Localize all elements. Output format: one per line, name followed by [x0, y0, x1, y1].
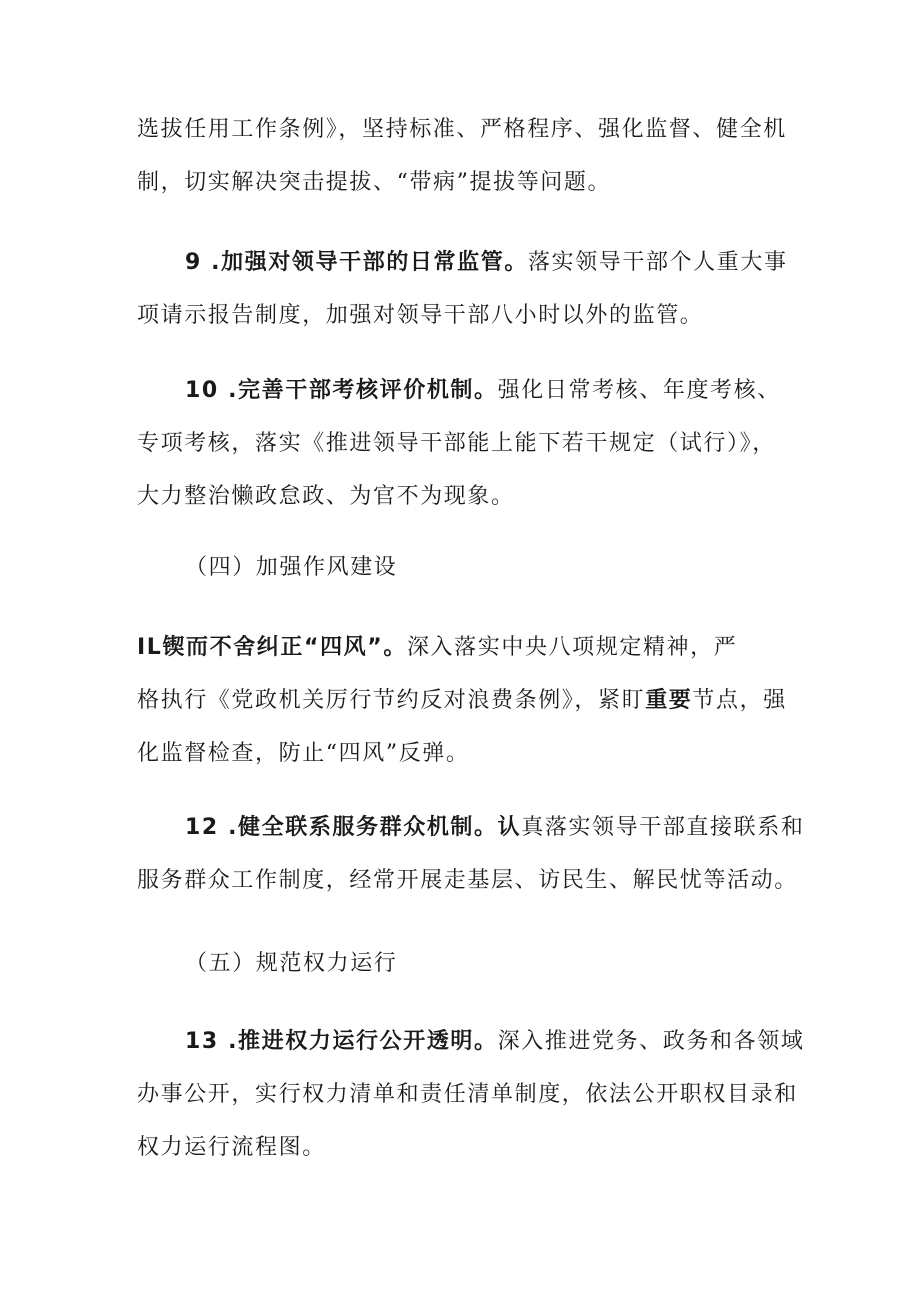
item-title: IL锲而不舍纠正“四风”。 [137, 635, 407, 660]
item-body: 落实领导干部个人重大事 [527, 250, 788, 275]
text-segment: 格执行《党政机关厉行节约反对浪费条例》，紧盯 [137, 688, 646, 713]
text-line: 选拔任用工作条例》，坚持标准、严格程序、强化监督、健全机 [137, 117, 787, 142]
text-line: 制，切实解决突击提拔、“带病”提拔等问题。 [137, 170, 612, 195]
item-body: 深入落实中央八项规定精神，严 [406, 635, 738, 660]
text-line [137, 364, 797, 417]
item-title: 10 .完善干部考核评价机制。 [185, 378, 498, 403]
paragraph-item-12 [137, 801, 805, 907]
text-line: 项请示报告制度，加强对领导干部八小时以外的监管。 [137, 303, 704, 328]
text-line: 大力整治懒政怠政、为官不为现象。 [137, 484, 515, 509]
item-body: 真落实领导干部直接联系和 [521, 815, 805, 840]
text-line: 化监督检查，防止“四风”反弹。 [137, 741, 470, 766]
item-body: 强化日常考核、年度考核、 [497, 378, 781, 403]
text-line [137, 674, 797, 727]
item-title: 9 .加强对领导干部的日常监管。 [185, 250, 528, 275]
item-title: 12 .健全联系服务群众机制。认 [185, 815, 522, 840]
paragraph-item-13 [137, 1015, 805, 1174]
section-heading-4: （四）加强作风建设 [185, 555, 398, 580]
item-body: 深入推进党务、政务和各领域 [497, 1029, 805, 1054]
text-line: 权力运行流程图。 [137, 1135, 326, 1160]
text-line [137, 236, 797, 289]
section-heading-5: （五）规范权力运行 [185, 951, 398, 976]
text-line: 办事公开，实行权力清单和责任清单制度，依法公开职权目录和 [137, 1082, 798, 1107]
text-line [137, 621, 797, 674]
text-line [137, 801, 805, 854]
paragraph-item-9 [137, 236, 797, 342]
text-line: 服务群众工作制度，经常开展走基层、访民生、解民忧等活动。 [137, 868, 798, 893]
paragraph-item-10 [137, 364, 797, 523]
paragraph-item-11 [137, 621, 797, 780]
paragraph-intro [137, 103, 797, 209]
bold-segment: 重要 [645, 688, 693, 713]
text-segment: 节点，强 [692, 688, 787, 713]
text-line: 专项考核，落实《推进领导干部能上能下若干规定（试行）》， [137, 431, 776, 456]
item-title: 13 .推进权力运行公开透明。 [185, 1029, 498, 1054]
text-line [137, 1015, 805, 1068]
